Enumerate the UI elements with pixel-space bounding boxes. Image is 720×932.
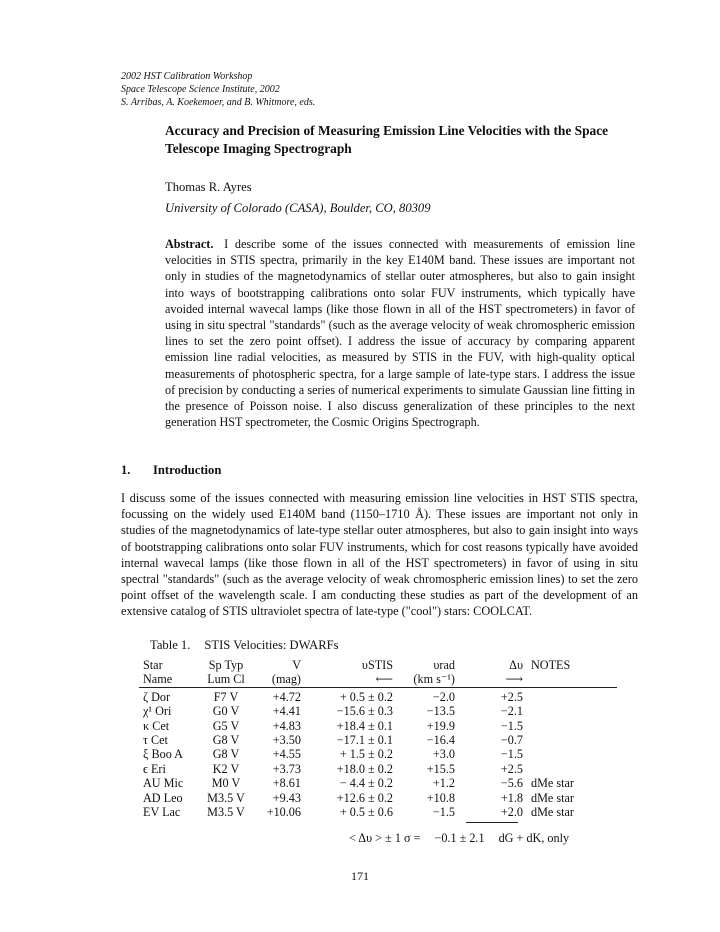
paper-title: Accuracy and Precision of Measuring Emission Line Velocities with the Space Telescope Imaging Spectrograph xyxy=(165,123,609,156)
table-cell: (km s⁻¹) xyxy=(413,672,455,687)
table-cell: ξ Boo A xyxy=(143,747,183,762)
table-cell: χ¹ Ori xyxy=(143,704,172,719)
table-cell: F7 V xyxy=(197,687,255,704)
table-cell xyxy=(527,719,617,733)
table-cell: ⟵ xyxy=(375,672,393,687)
table-cell: Δυ xyxy=(509,658,523,672)
table-cell: +18.0 ± 0.2 xyxy=(336,761,393,776)
table-cell: Star xyxy=(143,658,163,672)
section-heading xyxy=(121,463,221,478)
table-cell: +12.6 ± 0.2 xyxy=(336,790,393,805)
summary-value: −0.1 ± 2.1 xyxy=(434,831,485,845)
table-cell: −13.5 xyxy=(426,704,455,719)
table-cell: +19.9 xyxy=(426,718,455,733)
table-cell: −2.0 xyxy=(397,687,459,704)
table-cell: M3.5 V xyxy=(207,805,245,820)
table-cell: − 4.4 ± 0.2 xyxy=(339,776,393,791)
header-line-2: Space Telescope Science Institute, 2002 xyxy=(121,84,280,95)
summary-note: dG + dK, only xyxy=(498,831,570,845)
table-cell xyxy=(527,687,617,704)
table-cell: M3.5 V xyxy=(207,790,245,805)
table-cell: τ Cet xyxy=(143,733,168,748)
table-cell: +4.83 xyxy=(272,718,301,733)
table-cell: −5.6 xyxy=(500,776,523,791)
abstract-text: I describe some of the issues connected with measurements of emission line velocities in STIS spectra, primarily in the key E140M band. These issues are important not only in studies of the magnetodynamics of stellar outer atmospheres, but also to gain insight into ways of bootstrapping calibrations onto solar FUV instruments, which typically have avoided internal wavecal lamps (like those flown in all of the HST spectrometers) in favor of using in situ spectral "standards" (such as the average velocity of weak chromospheric emission lines to set the zero point offset). I address the issue of accuracy by comparing apparent emission line radial velocities, as measured by STIS in the FUV, with high-quality optical measurements of photospheric spectra, for a large sample of late-type stars. I address the issue of precision by conducting a series of numerical experiments to simulate Gaussian line fitting in the presence of Poisson noise. I also discuss generalization of these principles to the next generation HST spectrometer, the Cosmic Origins Spectrograph. xyxy=(165,237,636,430)
table-cell: +4.55 xyxy=(272,747,301,762)
table-cell: +2.5 xyxy=(500,761,523,776)
table-summary xyxy=(349,831,569,846)
table-cell: +9.43 xyxy=(272,790,301,805)
table-cell: +3.50 xyxy=(272,733,301,748)
table-cell: G5 V xyxy=(212,718,240,733)
delta-column-rule xyxy=(466,822,518,823)
table-cell: −15.6 ± 0.3 xyxy=(336,704,393,719)
table-cell: ϵ Eri xyxy=(143,761,166,776)
table-cell: AD Leo xyxy=(143,790,183,805)
table-cell: M0 V xyxy=(211,776,241,791)
author-name: Thomas R. Ayres xyxy=(165,180,252,194)
table-cell: Name xyxy=(143,672,173,687)
table-cell: G8 V xyxy=(212,747,240,762)
table-cell: −1.5 xyxy=(500,718,523,733)
table-cell: dMe star xyxy=(531,805,574,820)
table-cell: K2 V xyxy=(212,761,240,776)
table-row xyxy=(139,719,617,733)
table-cell: +15.5 xyxy=(426,761,455,776)
header-line-1: 2002 HST Calibration Workshop xyxy=(121,71,253,82)
table-cell: V xyxy=(292,658,301,672)
header-line-3: S. Arribas, A. Koekemoer, and B. Whitmore, eds. xyxy=(121,97,316,108)
table-cell: +3.73 xyxy=(272,761,301,776)
table-cell: Sp Typ xyxy=(208,658,244,672)
table-cell: dMe star xyxy=(531,790,574,805)
summary-label: < Δυ > ± 1 σ = xyxy=(349,831,421,845)
table-cell: ⟶ xyxy=(505,672,523,687)
table-cell: υSTIS xyxy=(361,658,393,672)
table-cell xyxy=(527,733,617,747)
table-cell: υrad xyxy=(433,658,455,672)
section-title: Introduction xyxy=(153,463,222,477)
table-cell: +10.8 xyxy=(426,790,455,805)
table-cell: −16.4 xyxy=(426,733,455,748)
table-cell: −1.5 xyxy=(500,747,523,762)
table-cell: G0 V xyxy=(212,704,240,719)
table-subheader-row xyxy=(139,672,617,687)
table-cell: + 1.5 ± 0.2 xyxy=(339,747,393,762)
table-cell: −0.7 xyxy=(500,733,523,748)
table-caption-title: STIS Velocities: DWARFs xyxy=(204,638,339,652)
journal-header xyxy=(121,70,315,109)
page-number: 171 xyxy=(351,869,369,883)
introduction-text: I discuss some of the issues connected with measuring emission line velocities in HST STIS spectra, focussing on the widely used E140M band (1150–1710 Å). These issues are important not only in studies of the magnetodynamics of late-type stellar outer atmospheres, but also to gain insight into ways of bootstrapping calibrations onto solar FUV instruments, which for cost reasons typically have avoided internal wavecal lamps (like those flown in all of the HST spectrometers) in favor of using in situ spectral "standards" (such as the average velocity of weak chromospheric emission lines) to set the zero point offset of the wavelength scale. I am conducting these studies as part of the development of an extensive catalog of STIS ultraviolet spectra of late-type ("cool") stars: COOLCAT. xyxy=(121,491,638,619)
table-cell: + 0.5 ± 0.6 xyxy=(339,805,393,820)
table-cell: AU Mic xyxy=(143,776,184,791)
table-cell: +18.4 ± 0.1 xyxy=(336,718,393,733)
table-cell: +4.41 xyxy=(272,704,301,719)
table-row xyxy=(139,747,617,761)
table-cell: ζ Dor xyxy=(139,687,197,704)
table-row xyxy=(139,805,617,819)
section-number: 1. xyxy=(121,463,131,477)
table-cell: dMe star xyxy=(531,776,574,791)
table-cell: + 0.5 ± 0.2 xyxy=(305,687,397,704)
table-cell: +3.0 xyxy=(432,747,455,762)
table-caption-label: Table 1. xyxy=(150,638,191,652)
table-cell: −17.1 ± 0.1 xyxy=(336,733,393,748)
table-cell: Lum Cl xyxy=(207,672,245,687)
table-cell: (mag) xyxy=(271,672,301,687)
table-cell: +1.8 xyxy=(500,790,523,805)
velocity-table xyxy=(139,658,617,819)
table-row xyxy=(139,704,617,718)
table-row xyxy=(139,762,617,776)
table-header-row xyxy=(139,658,617,672)
table-row xyxy=(139,791,617,805)
table-cell: G8 V xyxy=(212,733,240,748)
table-cell: −1.5 xyxy=(432,805,455,820)
table-row xyxy=(139,776,617,790)
table-cell: +4.72 xyxy=(255,687,305,704)
table-cell: +10.06 xyxy=(266,805,301,820)
abstract xyxy=(165,236,635,430)
table-row xyxy=(139,733,617,747)
abstract-label: Abstract. xyxy=(165,237,214,251)
table-cell xyxy=(527,704,617,718)
table-cell: +8.61 xyxy=(272,776,301,791)
table-cell: +1.2 xyxy=(432,776,455,791)
table-cell xyxy=(527,672,617,687)
table-cell: +2.5 xyxy=(459,687,527,704)
table-cell xyxy=(527,762,617,776)
table-cell: −2.1 xyxy=(500,704,523,719)
author-affiliation: University of Colorado (CASA), Boulder, CO, 80309 xyxy=(165,201,431,215)
table-cell xyxy=(527,747,617,761)
table-cell: EV Lac xyxy=(143,805,181,820)
table-cell: κ Cet xyxy=(143,718,170,733)
table-cell: NOTES xyxy=(531,658,571,672)
table-row xyxy=(139,687,617,704)
table-cell: +2.0 xyxy=(500,805,523,820)
table-caption xyxy=(150,638,339,653)
